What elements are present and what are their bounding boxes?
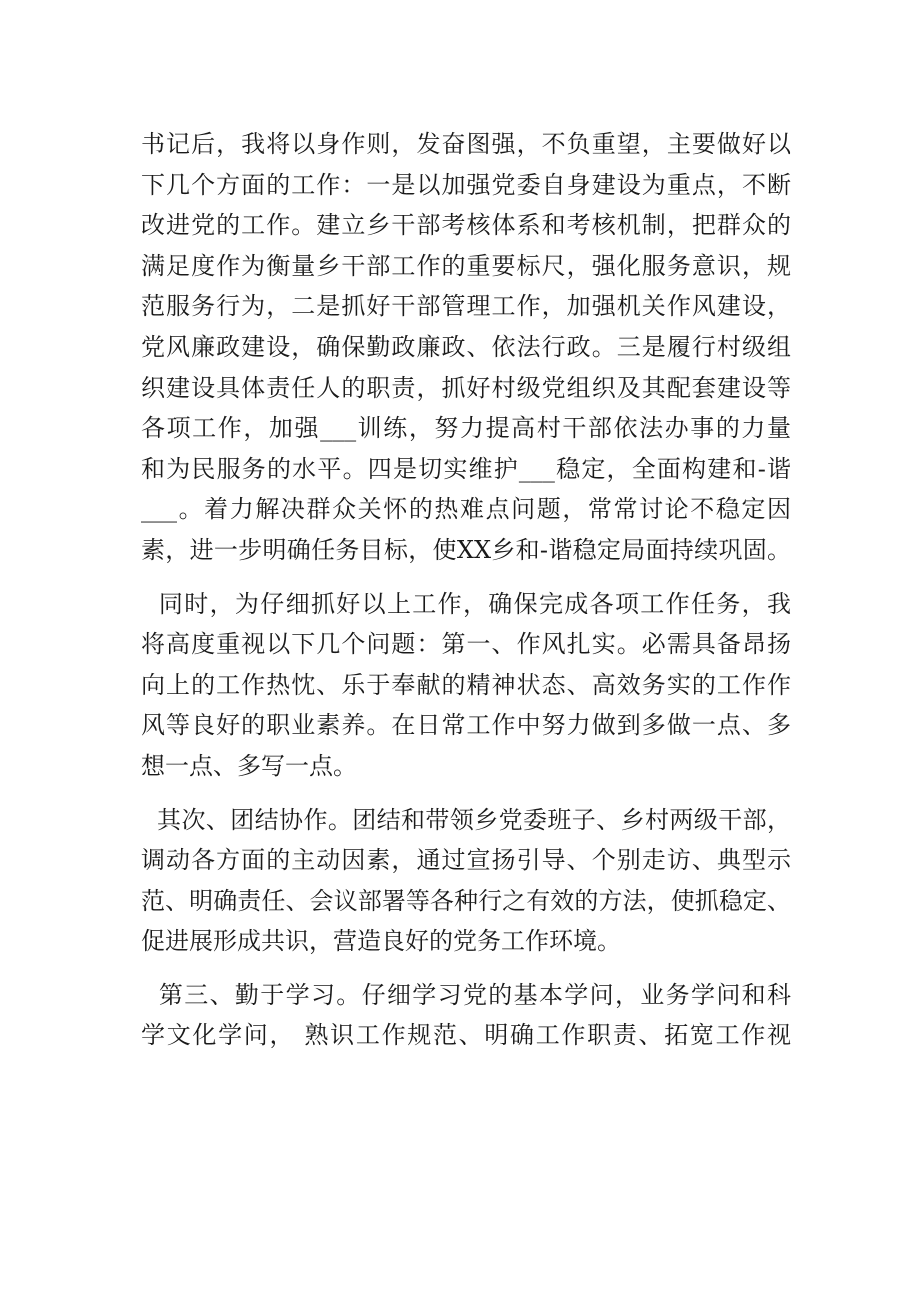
text-line: 满足度作为衡量乡干部工作的重要标尺，强化服务意识，规 — [141, 251, 791, 280]
text-line: 促进展形成共识，营造良好的党务工作环境。 — [141, 927, 621, 956]
text-line: ___。着力解决群众关怀的热难点问题，常常讨论不稳定因 — [141, 495, 791, 524]
text-line: 范服务行为，二是抓好干部管理工作，加强机关作风建设， — [141, 292, 791, 321]
text-line: 各项工作，加强___训练，努力提高村干部依法办事的力量 — [141, 414, 791, 443]
text-line: 学文化学问， 熟识工作规范、明确工作职责、拓宽工作视 — [141, 1021, 791, 1050]
text-line: 下几个方面的工作：一是以加强党委自身建设为重点，不断 — [141, 170, 791, 199]
paragraph — [141, 584, 791, 787]
text-line: 素，进一步明确任务目标，使XX乡和-谐稳定局面持续巩固。 — [141, 535, 791, 564]
paragraph-gap — [141, 571, 791, 584]
paragraph-gap — [141, 787, 791, 800]
text-line: 书记后，我将以身作则，发奋图强，不负重望，主要做好以 — [141, 130, 791, 158]
text-line: 织建设具体责任人的职责，抓好村级党组织及其配套建设等 — [141, 373, 791, 402]
text-line: 同时，为仔细抓好以上工作，确保完成各项工作任务，我 — [141, 589, 791, 618]
text-line: 和为民服务的水平。四是切实维护___稳定，全面构建和-谐 — [141, 454, 791, 483]
text-line: 将高度重视以下几个问题：第一、作风扎实。必需具备昂扬 — [141, 630, 791, 659]
text-line: 范、明确责任、会议部署等各种行之有效的方法，使抓稳定、 — [141, 886, 791, 915]
text-line: 第三、勤于学习。仔细学习党的基本学问，业务学问和科 — [141, 980, 791, 1009]
text-line: 向上的工作热忱、乐于奉献的精神状态、高效务实的工作作 — [141, 670, 791, 699]
paragraph — [141, 800, 791, 962]
text-line: 想一点、多写一点。 — [141, 751, 357, 780]
paragraph — [141, 124, 791, 571]
text-line: 党风廉政建设，确保勤政廉政、依法行政。三是履行村级组 — [141, 332, 791, 361]
document-body — [141, 124, 791, 1056]
text-line: 调动各方面的主动因素，通过宣扬引导、个别走访、典型示 — [141, 846, 791, 875]
paragraph — [141, 975, 791, 1056]
paragraph-gap — [141, 962, 791, 975]
text-line: 改进党的工作。建立乡干部考核体系和考核机制，把群众的 — [141, 211, 791, 240]
text-line: 风等良好的职业素养。在日常工作中努力做到多做一点、多 — [141, 711, 791, 740]
text-line: 其次、团结协作。团结和带领乡党委班子、乡村两级干部， — [141, 805, 791, 834]
